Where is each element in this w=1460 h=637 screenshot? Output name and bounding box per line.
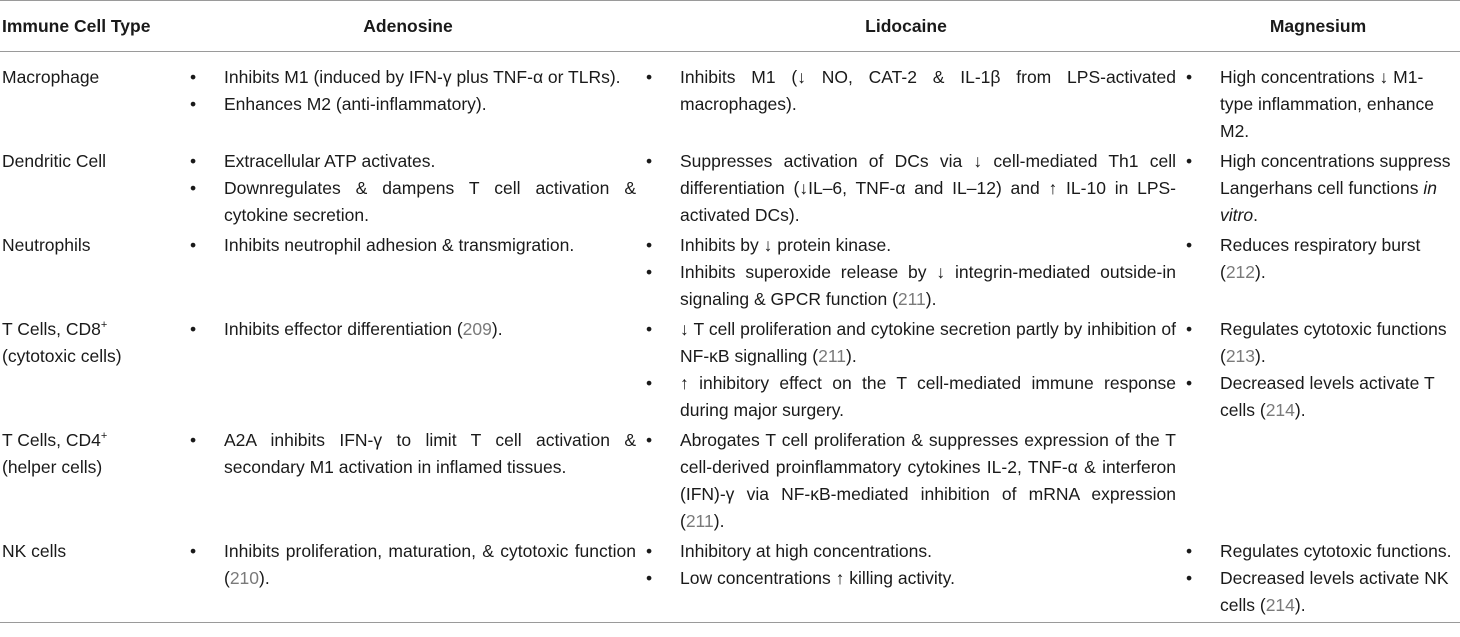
cell-type-name: Dendritic Cell [2,151,107,171]
list-item-text: Regulates cytotoxic functions (213). [1220,319,1447,366]
list-item [1176,64,1460,145]
list-item [1176,370,1460,424]
bullet-icon: • [190,541,197,561]
bullet-icon: • [190,151,197,171]
adenosine-cell [180,313,636,424]
adenosine-list [180,64,636,118]
list-item [180,232,636,259]
cell-type [0,535,180,623]
bullet-icon: • [1186,67,1193,87]
bullet-icon: • [646,568,653,588]
cell-type-superscript: + [100,430,108,443]
list-item-text: Inhibits effector differentiation (209). [224,319,503,339]
adenosine-list [180,316,636,343]
header-immune-cell-type: Immune Cell Type [2,15,151,36]
cell-type [0,145,180,229]
list-item-text: Inhibits M1 (↓ NO, CAT-2 & IL-1β from LPS-activated macrophages). [680,67,1176,114]
list-item [180,64,636,91]
lidocaine-list [636,232,1176,313]
cell-type-subtitle: (helper cells) [2,457,103,477]
cell-type-superscript: + [100,319,108,332]
lidocaine-list [636,427,1176,535]
list-item-text: Inhibits proliferation, maturation, & cytotoxic function (210). [224,541,636,588]
list-item-text: Extracellular ATP activates. [224,151,436,171]
list-item-text: Reduces respiratory burst (212). [1220,235,1421,282]
bullet-icon: • [646,373,653,393]
bullet-icon: • [1186,373,1193,393]
cell-type-name: T Cells, CD4 [2,430,101,450]
magnesium-list [1176,232,1460,286]
bullet-icon: • [646,151,653,171]
list-item-text: A2A inhibits IFN-γ to limit T cell activation & secondary M1 activation in inflamed tissues. [224,430,636,477]
cell-type-name: Neutrophils [2,235,91,255]
magnesium-cell [1176,424,1460,535]
bullet-icon: • [190,67,197,87]
adenosine-cell [180,145,636,229]
bullet-icon: • [646,262,653,282]
list-item-text: High concentrations suppress Langerhans cell functions in vitro. [1220,151,1451,225]
list-item [636,370,1176,424]
magnesium-cell [1176,313,1460,424]
list-item [636,565,1176,592]
list-item [1176,565,1460,619]
bullet-icon: • [646,430,653,450]
list-item [1176,316,1460,370]
lidocaine-cell [636,145,1176,229]
list-item [636,148,1176,229]
lidocaine-cell [636,52,1176,146]
table-row [0,145,1460,229]
list-item-text: Enhances M2 (anti-inflammatory). [224,94,487,114]
bullet-icon: • [1186,319,1193,339]
magnesium-cell [1176,145,1460,229]
lidocaine-cell [636,313,1176,424]
bullet-icon: • [190,235,197,255]
table-row [0,52,1460,146]
list-item-text: Inhibits M1 (induced by IFN-γ plus TNF-α or TLRs). [224,67,621,87]
list-item [636,232,1176,259]
list-item [636,64,1176,118]
adenosine-list [180,232,636,259]
lidocaine-cell [636,424,1176,535]
adenosine-cell [180,424,636,535]
list-item-text: Decreased levels activate T cells (214). [1220,373,1435,420]
list-item [180,538,636,592]
lidocaine-list [636,538,1176,592]
cell-type [0,229,180,313]
list-item [1176,538,1460,565]
cell-type [0,424,180,535]
cell-type-name: T Cells, CD8 [2,319,101,339]
bullet-icon: • [1186,151,1193,171]
table-row [0,535,1460,623]
list-item [1176,148,1460,229]
list-item-text: Regulates cytotoxic functions. [1220,541,1452,561]
list-item-text: Decreased levels activate NK cells (214). [1220,568,1449,615]
bullet-icon: • [190,94,197,114]
bullet-icon: • [646,67,653,87]
cell-type-name: NK cells [2,541,67,561]
cell-type [0,52,180,146]
adenosine-cell [180,535,636,623]
bullet-icon: • [646,235,653,255]
list-item [636,427,1176,535]
bullet-icon: • [1186,235,1193,255]
table-row [0,424,1460,535]
magnesium-cell [1176,229,1460,313]
list-item-text: Abrogates T cell proliferation & suppresses expression of the T cell-derived proinflammatory cytokines IL-2, TNF-α & interferon (IFN)-γ via NF-κB-mediated inhibition of mRNA expression (211). [680,430,1176,531]
list-item-text: ↓ T cell proliferation and cytokine secretion partly by inhibition of NF-κB signalling (211). [680,319,1176,366]
bullet-icon: • [190,430,197,450]
adenosine-cell [180,52,636,146]
bullet-icon: • [646,319,653,339]
bullet-icon: • [1186,568,1193,588]
adenosine-list [180,427,636,481]
list-item-text: High concentrations ↓ M1- type inflammation, enhance M2. [1220,67,1435,141]
bullet-icon: • [190,178,197,198]
list-item [180,427,636,481]
adenosine-list [180,148,636,229]
list-item-text: Low concentrations ↑ killing activity. [680,568,955,588]
list-item-text: ↑ inhibitory effect on the T cell-mediated immune response during major surgery. [680,373,1176,420]
magnesium-list [1176,64,1460,145]
lidocaine-cell [636,229,1176,313]
list-item [180,316,636,343]
magnesium-list [1176,538,1460,619]
list-item [180,175,636,229]
list-item-text: Inhibitory at high concentrations. [680,541,932,561]
bullet-icon: • [646,541,653,561]
magnesium-list [1176,148,1460,229]
header-lidocaine: Lidocaine [865,15,947,36]
list-item-text: Inhibits by ↓ protein kinase. [680,235,892,255]
lidocaine-list [636,316,1176,424]
list-item [180,148,636,175]
cell-type-name: Macrophage [2,67,100,87]
list-item-text: Downregulates & dampens T cell activation & cytokine secretion. [224,178,636,225]
list-item [180,91,636,118]
list-item-text: Inhibits neutrophil adhesion & transmigration. [224,235,575,255]
lidocaine-list [636,148,1176,229]
cell-type-subtitle: (cytotoxic cells) [2,346,122,366]
table-row [0,229,1460,313]
list-item [636,538,1176,565]
table-row [0,313,1460,424]
list-item-text: Suppresses activation of DCs via ↓ cell-mediated Th1 cell differentiation (↓IL–6, TNF-α and IL–12) and ↑ IL-10 in LPS-activated DCs). [680,151,1176,225]
adenosine-list [180,538,636,592]
header-adenosine: Adenosine [363,15,453,36]
header-magnesium: Magnesium [1269,15,1367,36]
bullet-icon: • [1186,541,1193,561]
magnesium-list [1176,316,1460,424]
bullet-icon: • [190,319,197,339]
list-item [1176,232,1460,286]
list-item [636,259,1176,313]
magnesium-cell [1176,52,1460,146]
cell-type [0,313,180,424]
list-item-text: Inhibits superoxide release by ↓ integrin-mediated outside-in signaling & GPCR function (211). [680,262,1176,309]
adenosine-cell [180,229,636,313]
list-item [636,316,1176,370]
magnesium-cell [1176,535,1460,623]
lidocaine-list [636,64,1176,118]
lidocaine-cell [636,535,1176,623]
header-row [0,1,1460,52]
